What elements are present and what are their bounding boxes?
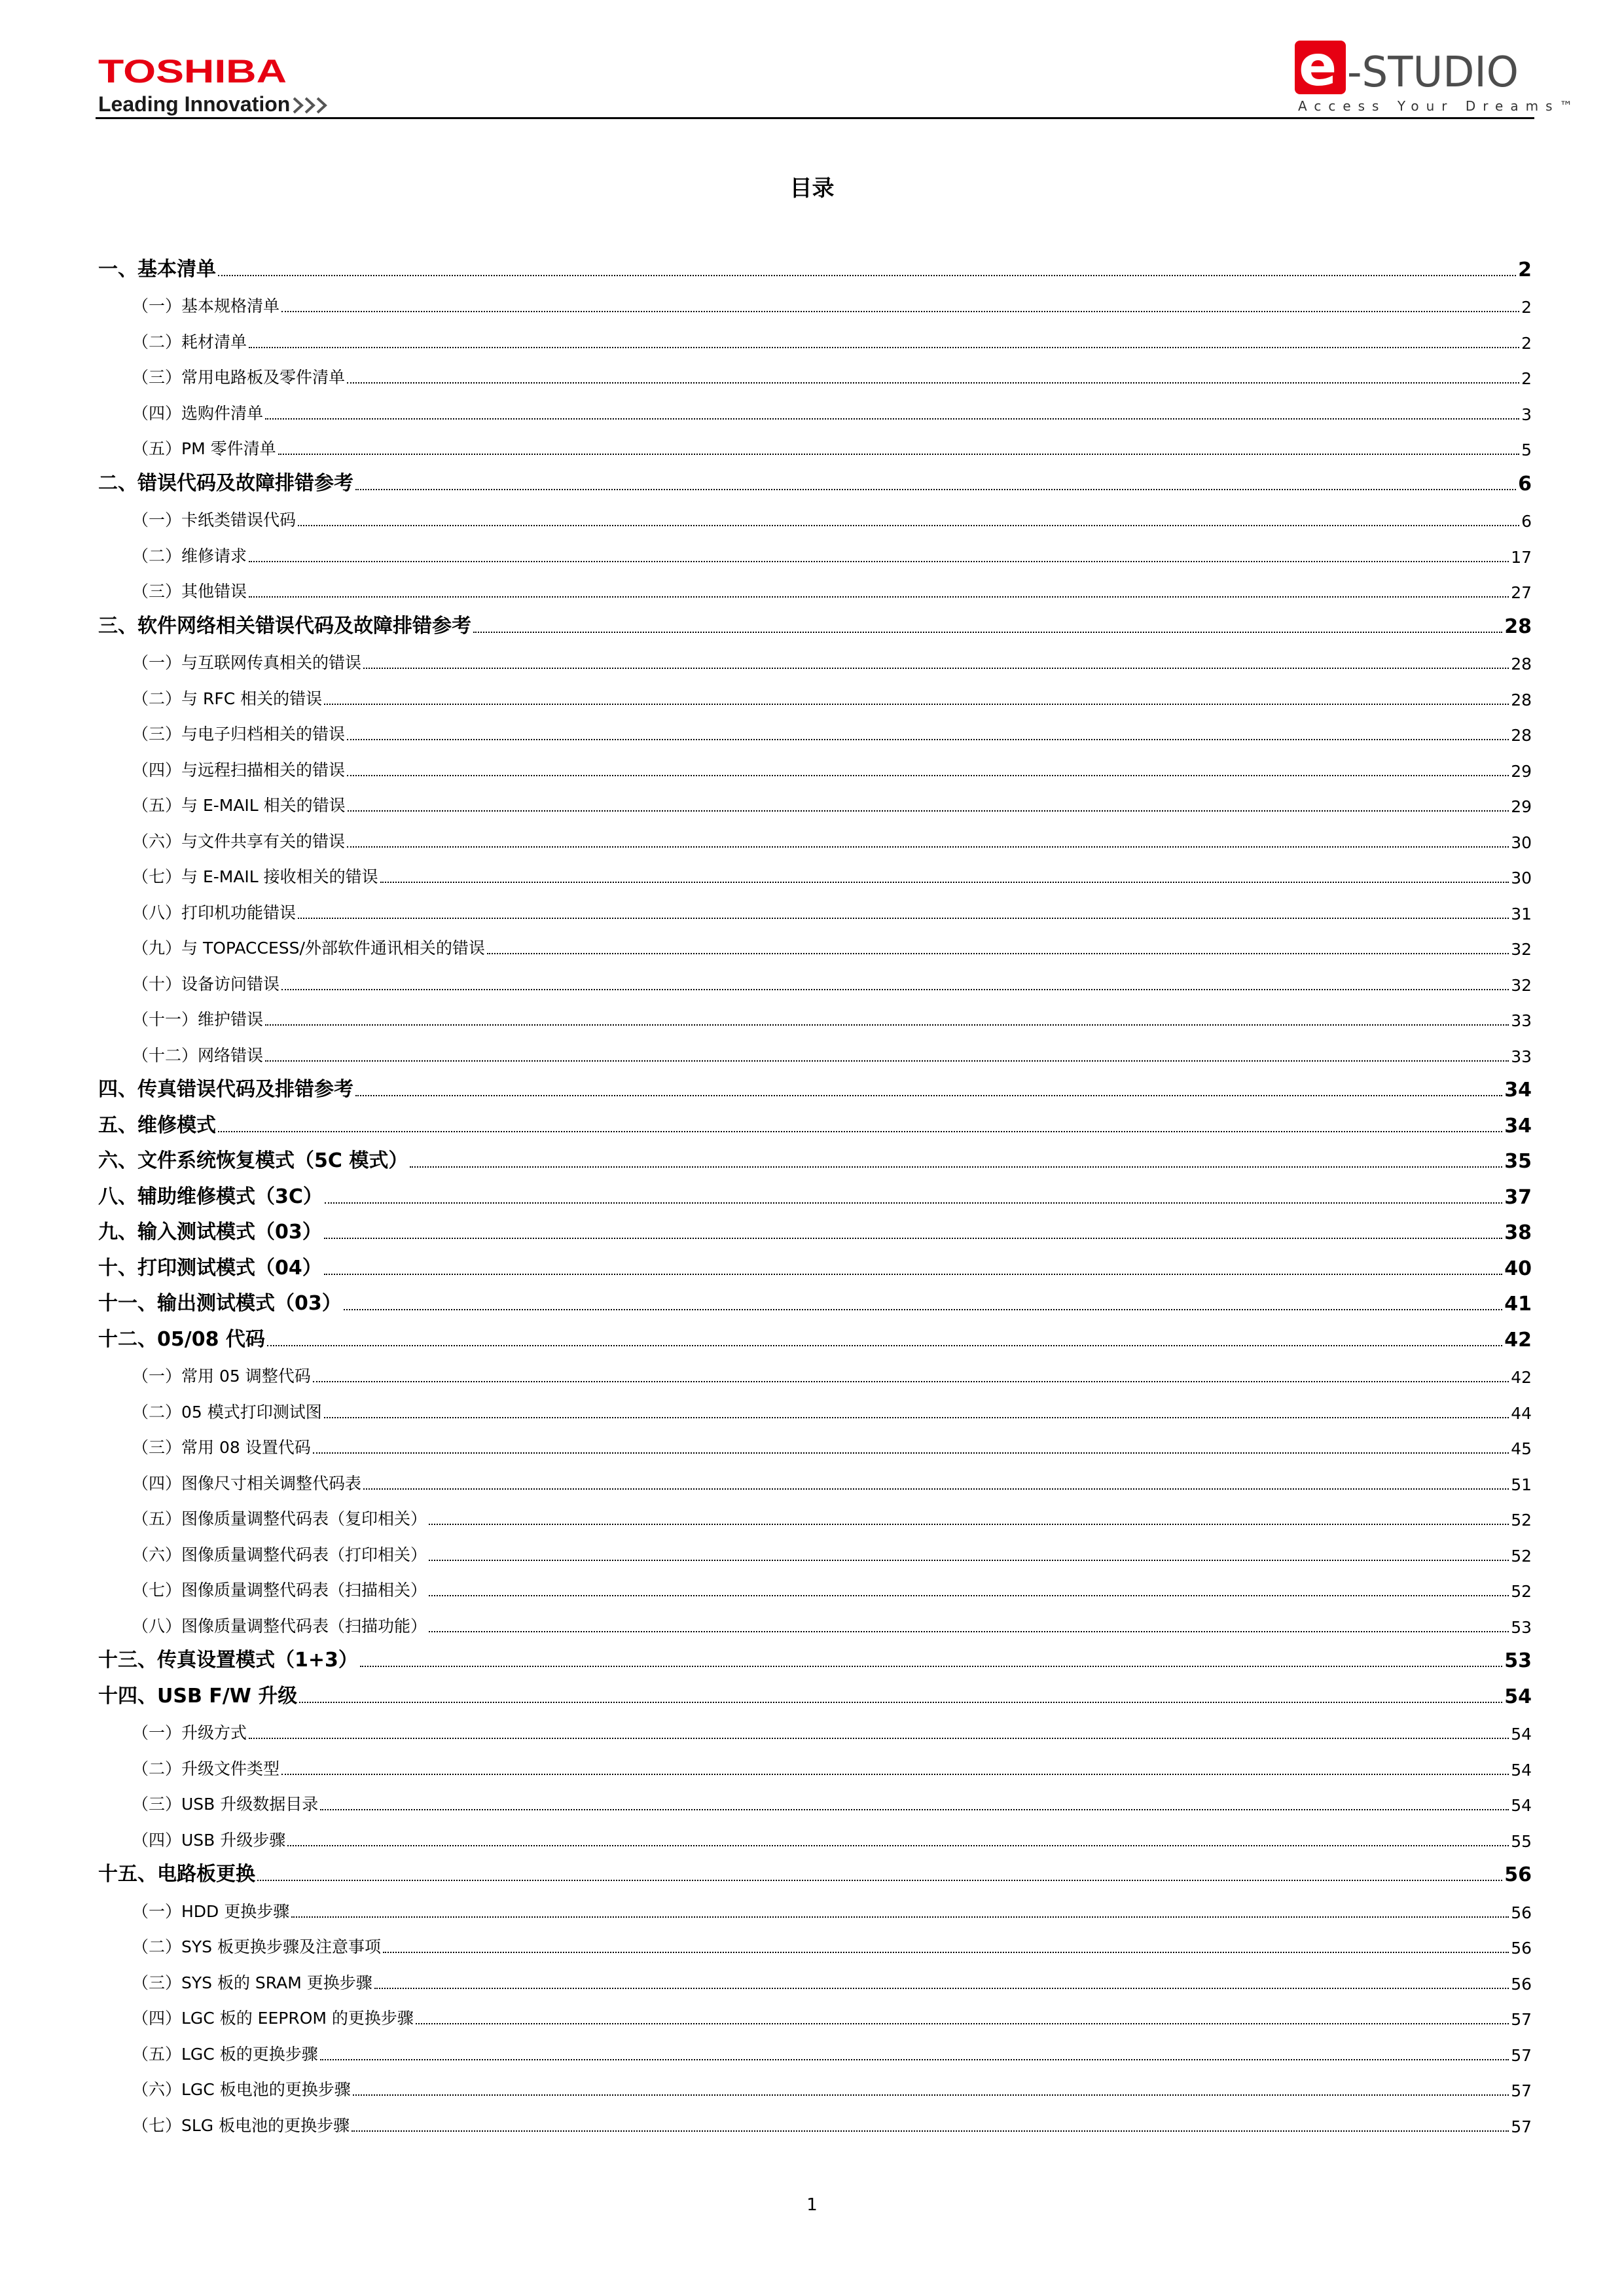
dot-leader	[257, 1880, 1502, 1881]
toc-entry-label: （四）图像尺寸相关调整代码表	[132, 1473, 362, 1493]
tagline: Leading Innovation	[98, 92, 291, 116]
dot-leader	[287, 1845, 1509, 1846]
toc-entry-page-number: 45	[1511, 1439, 1532, 1458]
dot-leader	[249, 596, 1509, 598]
toc-subsection-link[interactable]	[98, 287, 1532, 323]
dot-leader	[281, 311, 1519, 312]
dot-leader	[249, 347, 1519, 348]
toc-entry-page-number: 32	[1511, 940, 1532, 959]
dot-leader	[353, 2094, 1509, 2096]
dot-leader	[429, 1560, 1509, 1561]
toc-entry-label: （一）升级方式	[132, 1723, 247, 1742]
toc-entry-page-number: 35	[1504, 1150, 1532, 1173]
toc-entry-page-number: 54	[1504, 1685, 1532, 1708]
dot-leader	[291, 1916, 1509, 1918]
toc-section-link[interactable]	[98, 1107, 1532, 1143]
toc-entry-page-number: 30	[1511, 869, 1532, 888]
toc-entry-label: 六、文件系统恢复模式（5C 模式）	[98, 1149, 408, 1172]
toc-subsection-link[interactable]	[98, 1463, 1532, 1499]
toc-section-link[interactable]	[98, 1285, 1532, 1321]
toc-entry-page-number: 33	[1511, 1047, 1532, 1066]
toc-section-link[interactable]	[98, 1249, 1532, 1285]
toc-entry-page-number: 37	[1504, 1185, 1532, 1209]
toc-entry-page-number: 56	[1511, 1939, 1532, 1958]
toc-entry-label: （一）HDD 更换步骤	[132, 1901, 290, 1921]
toc-entry-label: （一）常用 05 调整代码	[132, 1367, 311, 1386]
toc-entry-page-number: 53	[1504, 1649, 1532, 1672]
dot-leader	[363, 1488, 1509, 1490]
dot-leader	[363, 668, 1509, 669]
toc-subsection-link[interactable]	[98, 786, 1532, 822]
toc-subsection-link[interactable]	[98, 1606, 1532, 1642]
dot-leader	[218, 1131, 1502, 1132]
toc-subsection-link[interactable]	[98, 750, 1532, 786]
dot-leader	[249, 561, 1509, 562]
toc-entry-label: （八）图像质量调整代码表（扫描功能）	[132, 1616, 427, 1636]
toc-entry-page-number: 2	[1521, 333, 1532, 353]
toc-entry-label: （四）LGC 板的 EEPROM 的更换步骤	[132, 2009, 414, 2028]
dot-leader	[429, 1595, 1509, 1596]
dot-leader	[410, 1166, 1502, 1168]
dot-leader	[324, 704, 1509, 705]
toc-subsection-link[interactable]	[98, 1999, 1532, 2035]
toc-section-link[interactable]	[98, 1321, 1532, 1357]
toc-entry-label: 九、输入测试模式（03）	[98, 1221, 322, 1244]
toc-entry-page-number: 54	[1511, 1796, 1532, 1815]
toc-entry-label: （三）SYS 板的 SRAM 更换步骤	[132, 1973, 372, 1992]
toc-subsection-link[interactable]	[98, 1392, 1532, 1428]
toc-subsection-link[interactable]	[98, 1535, 1532, 1571]
toc-entry-page-number: 57	[1511, 2081, 1532, 2100]
toc-entry-label: 四、传真错误代码及排错参考	[98, 1078, 353, 1101]
toc-entry-label: （三）常用 08 设置代码	[132, 1438, 311, 1457]
toc-subsection-link[interactable]	[98, 1035, 1532, 1071]
toc-subsection-link[interactable]	[98, 1749, 1532, 1785]
toc-entry-page-number: 54	[1511, 1760, 1532, 1780]
toc-entry-page-number: 28	[1511, 726, 1532, 745]
toc-entry-page-number: 31	[1511, 904, 1532, 924]
toc-subsection-link[interactable]	[98, 1571, 1532, 1607]
toc-entry-page-number: 2	[1521, 369, 1532, 388]
dot-leader	[278, 454, 1520, 455]
toc-subsection-link[interactable]	[98, 322, 1532, 358]
toc-entry-page-number: 29	[1511, 797, 1532, 816]
toc-entry-page-number: 28	[1511, 690, 1532, 709]
toc-entry-page-number: 3	[1521, 404, 1532, 424]
dot-leader	[324, 1238, 1503, 1239]
toc-entry-label: 三、软件网络相关错误代码及故障排错参考	[98, 614, 471, 637]
toc-entry-page-number: 29	[1511, 761, 1532, 781]
toc-entry-label: 一、基本清单	[98, 257, 216, 281]
toc-entry-label: （一）与互联网传真相关的错误	[132, 653, 362, 672]
toc-subsection-link[interactable]	[98, 821, 1532, 857]
toc-section-link[interactable]	[98, 1677, 1532, 1713]
toc-subsection-link[interactable]	[98, 1892, 1532, 1928]
toc-entry-page-number: 42	[1504, 1328, 1532, 1352]
toc-entry-page-number: 57	[1511, 2117, 1532, 2136]
toc-entry-label: （五）LGC 板的更换步骤	[132, 2044, 318, 2064]
dot-leader	[360, 1666, 1502, 1667]
dot-leader	[347, 739, 1509, 740]
dot-leader	[429, 1524, 1509, 1525]
dot-leader	[249, 1738, 1509, 1739]
toc-entry-page-number: 56	[1511, 1903, 1532, 1922]
dot-leader	[313, 1452, 1509, 1454]
toc-subsection-link[interactable]	[98, 929, 1532, 965]
toc-entry-page-number: 52	[1511, 1511, 1532, 1530]
estudio-logo-text: -STUDIO	[1347, 48, 1519, 97]
toc-section-link[interactable]	[98, 1642, 1532, 1678]
toc-entry-label: 十、打印测试模式（04）	[98, 1256, 322, 1280]
toc-section-link[interactable]	[98, 1071, 1532, 1107]
toc-entry-page-number: 53	[1511, 1617, 1532, 1637]
toc-subsection-link[interactable]	[98, 857, 1532, 893]
toc-subsection-link[interactable]	[98, 1428, 1532, 1464]
toc-entry-label: （十一）维护错误	[132, 1010, 264, 1029]
toc-entry-label: （五）PM 零件清单	[132, 439, 276, 458]
toc-entry-label: 十五、电路板更换	[98, 1863, 255, 1886]
toc-entry-label: （七）与 E-MAIL 接收相关的错误	[132, 867, 378, 886]
dot-leader	[383, 1952, 1509, 1953]
dot-leader	[416, 2023, 1509, 2024]
toc-entry-page-number: 56	[1511, 1974, 1532, 1994]
toc-section-link[interactable]	[98, 607, 1532, 643]
toc-title: 目录	[789, 175, 835, 202]
toc-entry-page-number: 57	[1511, 2010, 1532, 2029]
dot-leader	[374, 1988, 1509, 1989]
toc-entry-label: 八、辅助维修模式（3C）	[98, 1185, 323, 1208]
toc-subsection-link[interactable]	[98, 536, 1532, 572]
toc-subsection-link[interactable]	[98, 1713, 1532, 1749]
toc-entry-page-number: 52	[1511, 1582, 1532, 1601]
toc-entry-label: 五、维修模式	[98, 1113, 216, 1137]
toc-entry-page-number: 51	[1511, 1475, 1532, 1494]
dot-leader	[320, 2059, 1509, 2060]
table-of-contents	[98, 251, 1532, 2142]
dot-leader	[347, 382, 1519, 384]
toc-entry-label: （十二）网络错误	[132, 1045, 264, 1065]
toc-section-link[interactable]	[98, 1143, 1532, 1179]
toc-entry-page-number: 17	[1511, 547, 1532, 567]
estudio-tagline: Access Your Dreams™	[1298, 98, 1580, 114]
toc-entry-label: （四）与远程扫描相关的错误	[132, 760, 346, 780]
header-rule	[96, 117, 1534, 119]
dot-leader	[473, 632, 1502, 633]
dot-leader	[344, 1309, 1503, 1310]
toc-subsection-link[interactable]	[98, 893, 1532, 929]
toc-entry-page-number: 42	[1511, 1368, 1532, 1387]
toc-subsection-link[interactable]	[98, 643, 1532, 679]
toc-subsection-link[interactable]	[98, 1928, 1532, 1964]
toc-entry-page-number: 28	[1511, 655, 1532, 673]
toc-entry-page-number: 32	[1511, 975, 1532, 995]
dot-leader	[265, 418, 1519, 420]
dot-leader	[218, 275, 1516, 276]
dot-leader	[313, 1381, 1509, 1382]
toc-entry-page-number: 27	[1511, 583, 1532, 602]
toc-entry-page-number: 57	[1511, 2045, 1532, 2065]
toshiba-logo-text: TOSHIBA	[98, 53, 287, 90]
toc-subsection-link[interactable]	[98, 2034, 1532, 2070]
toc-entry-label: （九）与 TOPACCESS/外部软件通讯相关的错误	[132, 939, 485, 958]
toc-subsection-link[interactable]	[98, 964, 1532, 1000]
toc-entry-label: （三）其他错误	[132, 582, 247, 601]
dot-leader	[347, 775, 1509, 776]
page-number: 1	[806, 2195, 818, 2215]
toc-entry-label: （六）图像质量调整代码表（打印相关）	[132, 1545, 427, 1564]
toc-subsection-link[interactable]	[98, 501, 1532, 537]
toc-entry-label: （四）USB 升级步骤	[132, 1830, 286, 1850]
dot-leader	[298, 918, 1509, 919]
toc-section-link[interactable]	[98, 1214, 1532, 1250]
toc-entry-page-number: 56	[1504, 1863, 1532, 1886]
toc-subsection-link[interactable]	[98, 393, 1532, 429]
toc-entry-label: 二、错误代码及故障排错参考	[98, 471, 353, 495]
toc-subsection-link[interactable]	[98, 2070, 1532, 2106]
toc-entry-page-number: 40	[1504, 1257, 1532, 1280]
toc-entry-label: （二）耗材清单	[132, 332, 247, 351]
toc-entry-label: （三）常用电路板及零件清单	[132, 368, 346, 387]
dot-leader	[325, 1202, 1502, 1204]
toc-entry-page-number: 55	[1511, 1831, 1532, 1851]
toc-subsection-link[interactable]	[98, 1785, 1532, 1821]
dot-leader	[487, 953, 1509, 954]
toc-subsection-link[interactable]	[98, 1499, 1532, 1535]
toc-entry-label: （十）设备访问错误	[132, 974, 280, 994]
toc-subsection-link[interactable]	[98, 2106, 1532, 2142]
dot-leader	[281, 1774, 1509, 1775]
dot-leader	[347, 846, 1509, 848]
toc-entry-page-number: 30	[1511, 833, 1532, 852]
toc-section-link[interactable]	[98, 465, 1532, 501]
toc-entry-page-number: 2	[1518, 258, 1532, 281]
dot-leader	[320, 1809, 1509, 1810]
toc-entry-page-number: 38	[1504, 1221, 1532, 1244]
toc-section-link[interactable]	[98, 1856, 1532, 1892]
dot-leader	[355, 489, 1516, 490]
toc-entry-label: （六）LGC 板电池的更换步骤	[132, 2080, 351, 2099]
toc-entry-label: （二）与 RFC 相关的错误	[132, 689, 323, 708]
estudio-logo	[1295, 38, 1521, 97]
dot-leader	[324, 1274, 1503, 1275]
dot-leader	[281, 989, 1509, 990]
toc-entry-page-number: 52	[1511, 1546, 1532, 1566]
toc-subsection-link[interactable]	[98, 715, 1532, 751]
toc-entry-label: 十一、输出测试模式（03）	[98, 1292, 342, 1315]
toc-subsection-link[interactable]	[98, 1000, 1532, 1036]
toc-subsection-link[interactable]	[98, 572, 1532, 608]
toc-entry-label: 十四、USB F/W 升级	[98, 1684, 298, 1708]
toc-entry-label: （一）基本规格清单	[132, 296, 280, 315]
toc-entry-label: （七）SLG 板电池的更换步骤	[132, 2115, 350, 2135]
toc-subsection-link[interactable]	[98, 358, 1532, 394]
dot-leader	[324, 1417, 1509, 1418]
toc-entry-label: （五）与 E-MAIL 相关的错误	[132, 796, 346, 815]
toc-entry-label: （三）USB 升级数据目录	[132, 1795, 319, 1814]
toc-subsection-link[interactable]	[98, 1963, 1532, 1999]
toc-entry-label: （一）卡纸类错误代码	[132, 511, 297, 529]
toc-entry-label: （二）维修请求	[132, 546, 247, 565]
estudio-logo-e: e	[1299, 38, 1337, 97]
toshiba-logo	[98, 51, 288, 90]
dot-leader	[299, 1702, 1502, 1703]
toc-entry-page-number: 2	[1521, 298, 1532, 317]
toc-entry-page-number: 54	[1511, 1725, 1532, 1744]
toc-entry-label: 十三、传真设置模式（1+3）	[98, 1649, 358, 1672]
toc-entry-page-number: 28	[1504, 615, 1532, 638]
dot-leader	[265, 1060, 1509, 1062]
toc-entry-label: （二）升级文件类型	[132, 1759, 280, 1778]
toc-entry-label: 十二、05/08 代码	[98, 1327, 265, 1351]
toc-entry-label: （三）与电子归档相关的错误	[132, 725, 346, 744]
toc-entry-page-number: 44	[1511, 1403, 1532, 1423]
dot-leader	[352, 2130, 1509, 2132]
toc-entry-label: （四）选购件清单	[132, 403, 264, 423]
toc-entry-page-number: 6	[1518, 472, 1532, 495]
toc-entry-page-number: 5	[1521, 440, 1532, 459]
dot-leader	[265, 1024, 1509, 1026]
dot-leader	[429, 1631, 1509, 1632]
toc-entry-page-number: 34	[1504, 1079, 1532, 1102]
dot-leader	[380, 882, 1509, 883]
dot-leader	[355, 1095, 1502, 1096]
toc-entry-label: （五）图像质量调整代码表（复印相关）	[132, 1509, 427, 1528]
dot-leader	[348, 810, 1509, 812]
toc-entry-label: （八）打印机功能错误	[132, 903, 297, 922]
toc-entry-label: （二）05 模式打印测试图	[132, 1402, 322, 1422]
toc-entry-label: （六）与文件共享有关的错误	[132, 831, 346, 851]
toc-section-link[interactable]	[98, 251, 1532, 287]
dot-leader	[298, 525, 1519, 526]
toc-entry-page-number: 34	[1504, 1114, 1532, 1138]
toc-entry-label: （二）SYS 板更换步骤及注意事项	[132, 1937, 381, 1956]
toc-entry-page-number: 6	[1521, 512, 1532, 531]
toc-entry-page-number: 41	[1504, 1293, 1532, 1316]
page-header	[0, 0, 1624, 124]
toc-section-link[interactable]	[98, 1178, 1532, 1214]
toc-entry-page-number: 33	[1511, 1011, 1532, 1030]
toc-subsection-link[interactable]	[98, 429, 1532, 465]
toc-subsection-link[interactable]	[98, 679, 1532, 715]
toc-subsection-link[interactable]	[98, 1820, 1532, 1856]
toc-subsection-link[interactable]	[98, 1357, 1532, 1393]
toc-entry-label: （七）图像质量调整代码表（扫描相关）	[132, 1581, 427, 1600]
dot-leader	[267, 1345, 1502, 1346]
triple-chevron-right-icon	[291, 96, 331, 115]
